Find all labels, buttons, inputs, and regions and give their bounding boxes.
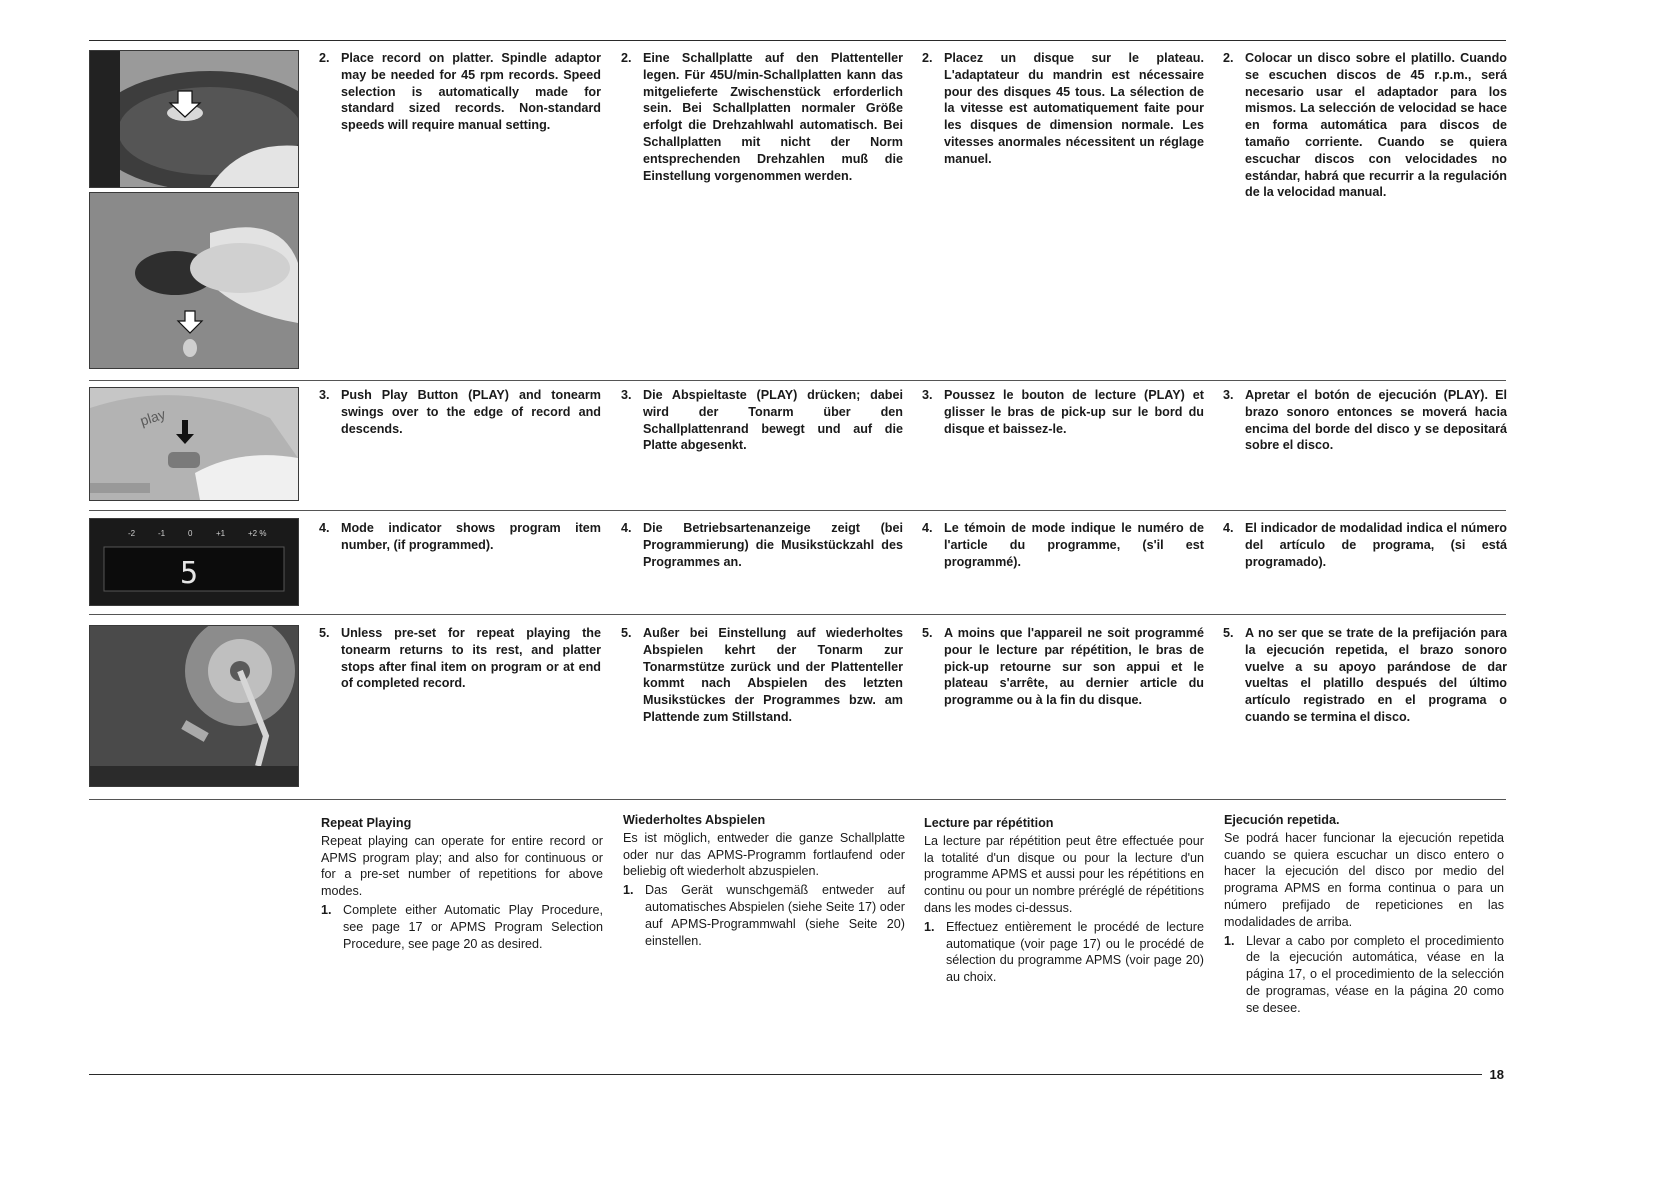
section-text: Es ist möglich, entweder die ganze Schallplatte oder nur das APMS-Programm fortlaufend oder beliebig oft wiederholt abzuspielen. bbox=[623, 830, 905, 879]
scale-tick: +1 bbox=[216, 529, 226, 538]
step-number: 3. bbox=[1223, 388, 1234, 402]
scale-tick: 0 bbox=[188, 529, 193, 538]
step-text: Placez un disque sur le plateau. L'adaptateur du mandrin est nécessaire pour des disques 45 tous. La sélection de la vitesse est automatiquement faite pour les disques de dimension normale. Les vitesses anormales nécessitent un réglage manuel. bbox=[944, 51, 1204, 166]
step-number: 2. bbox=[621, 51, 632, 65]
step-text: El indicador de modalidad indica el número del artículo de programa, (si está programado). bbox=[1245, 521, 1507, 569]
section-text: Repeat playing can operate for entire record or APMS program play; and also for continuous or for a pre-set number of repetitions for above modes. bbox=[321, 833, 603, 899]
step5-en bbox=[319, 625, 601, 692]
step-number: 4. bbox=[922, 521, 933, 535]
section-item bbox=[623, 882, 905, 949]
scale-tick: -2 bbox=[128, 529, 136, 538]
step-number: 3. bbox=[922, 388, 933, 402]
repeat-section-es bbox=[1224, 812, 1504, 1017]
step-number: 2. bbox=[319, 51, 330, 65]
step2-fr bbox=[922, 50, 1204, 168]
step-number: 5. bbox=[621, 626, 632, 640]
step-text: Eine Schallplatte auf den Plattenteller legen. Für 45U/min-Schallplatten kann das mitgelieferte Zwischenstück erforderlich sein. Bei Schallplatten normaler Größe erfolgt die Drehzahlwahl automatisch. Bei Schallplatten mit nicht der Norm entsprechenden Drehzahlen muß die Einstellung vorgenommen werden. bbox=[643, 51, 903, 183]
step3-es bbox=[1223, 387, 1507, 454]
item-number: 1. bbox=[924, 919, 935, 934]
step4-es bbox=[1223, 520, 1507, 570]
step-number: 2. bbox=[922, 51, 933, 65]
section-heading: Repeat Playing bbox=[321, 816, 412, 830]
step4-de bbox=[621, 520, 903, 570]
item-text: Llevar a cabo por completo el procedimiento de la ejecución automática, véase en la página 17, o el procedimiento de la selección de programas, véase en la página 20 como se desee. bbox=[1246, 933, 1504, 1015]
step-text: A no ser que se trate de la prefijación para la ejecución repetida, el brazo sonoro vuelve a su apoyo parándose de dar vueltas el platillo después del último artículo registrado en el programa o cuando se termina el disco. bbox=[1245, 626, 1507, 724]
step-text: Push Play Button (PLAY) and tonearm swings over to the edge of record and descends. bbox=[341, 388, 601, 436]
item-text: Complete either Automatic Play Procedure, see page 17 or APMS Program Selection Procedure, see page 20 as desired. bbox=[343, 902, 603, 951]
item-number: 1. bbox=[623, 883, 634, 898]
item-number: 1. bbox=[1224, 933, 1235, 948]
step3-en bbox=[319, 387, 601, 437]
step-text: A moins que l'appareil ne soit programmé pour le lecture par répétition, le bras de pick-up retourne sur son appui et le plateau s'arrête, au dernier article du programme ou à la fin du disque. bbox=[944, 626, 1204, 708]
item-number: 1. bbox=[321, 902, 332, 917]
page-number: 18 bbox=[1489, 1067, 1504, 1082]
section-heading: Wiederholtes Abspielen bbox=[623, 813, 766, 827]
section-text: Se podrá hacer funcionar la ejecución repetida cuando se quiera escuchar un disco entero o hacer la ejecución del disco por medio del programa APMS en forma continua o para un número prefijado de repeticiones en las modalidades de arriba. bbox=[1224, 830, 1504, 929]
item-text: Effectuez entièrement le procédé de lecture automatique (voir page 17) ou le procédé de sélection du programme APMS (voir page 20) au choix. bbox=[946, 919, 1204, 985]
step-text: Die Abspieltaste (PLAY) drücken; dabei wird der Tonarm über den Schallplattenrand bewegt und auf die Platte abgesenkt. bbox=[643, 388, 903, 453]
step5-es bbox=[1223, 625, 1507, 726]
step-text: Unless pre-set for repeat playing the tonearm returns to its rest, and platter stops after final item on program or at end of completed record. bbox=[341, 626, 601, 691]
divider-repeat bbox=[89, 799, 1506, 800]
step-number: 4. bbox=[1223, 521, 1234, 535]
photo-tonearm-return bbox=[89, 625, 299, 787]
step3-de bbox=[621, 387, 903, 454]
step-text: Außer bei Einstellung auf wiederholtes Abspielen kehrt der Tonarm zur Tonarmstütze zurück und der Plattenteller kommt nach Abspielen des letzten Musikstückes der Programmes bzw. am Plattende zum Stillstand. bbox=[643, 626, 903, 724]
step-text: Mode indicator shows program item number, (if programmed). bbox=[341, 521, 601, 552]
photo-mode-indicator bbox=[89, 518, 299, 606]
scale-tick: -1 bbox=[158, 529, 166, 538]
section-text: La lecture par répétition peut être effectuée pour la totalité d'un disque ou pour la lecture d'un programme APMS et aussi pour les répétitions en continu ou pour un nombre préréglé de répétitions dans les modes ci-dessus. bbox=[924, 833, 1204, 915]
repeat-section-de bbox=[623, 812, 905, 949]
step2-de bbox=[621, 50, 903, 184]
step-number: 5. bbox=[922, 626, 933, 640]
step-text: Poussez le bouton de lecture (PLAY) et glisser le bras de pick-up sur le bord du disque et baissez-le. bbox=[944, 388, 1204, 436]
step-number: 4. bbox=[319, 521, 330, 535]
step-text: Apretar el botón de ejecución (PLAY). El brazo sonoro entonces se moverá hacia encima del borde del disco y se depositará sobre el disco. bbox=[1245, 388, 1507, 453]
top-rule bbox=[89, 40, 1506, 41]
step2-es bbox=[1223, 50, 1507, 201]
repeat-section-fr bbox=[924, 815, 1204, 986]
step-number: 2. bbox=[1223, 51, 1234, 65]
photo-spindle-adaptor bbox=[89, 192, 299, 369]
play-label-in-photo: play bbox=[137, 405, 168, 429]
step-number: 5. bbox=[1223, 626, 1234, 640]
scale-tick: +2 % bbox=[248, 529, 267, 538]
step-number: 3. bbox=[621, 388, 632, 402]
step-number: 3. bbox=[319, 388, 330, 402]
step5-fr bbox=[922, 625, 1204, 709]
section-item bbox=[321, 902, 603, 952]
bottom-rule bbox=[89, 1074, 1482, 1075]
step4-en bbox=[319, 520, 601, 554]
step-number: 4. bbox=[621, 521, 632, 535]
step2-en bbox=[319, 50, 601, 134]
step3-fr bbox=[922, 387, 1204, 437]
item-text: Das Gerät wunschgemäß entweder auf automatisches Abspielen (siehe Seite 17) oder auf APMS-Programmwahl (siehe Seite 20) einstellen. bbox=[645, 883, 905, 948]
divider-step4 bbox=[89, 510, 1506, 511]
step4-fr bbox=[922, 520, 1204, 570]
divider-step3 bbox=[89, 380, 1506, 381]
step-text: Colocar un disco sobre el platillo. Cuando se escuchen discos de 45 r.p.m., será necesario usar el adaptador para los mismos. La selección de velocidad se hace en forma automática para discos de tamaño corriente. Cuando se quiera escuchar discos con velocidades no estándar, habrá que recurrir a la regulación de la velocidad manual. bbox=[1245, 51, 1507, 200]
step-text: Le témoin de mode indique le numéro de l'article du programme, (s'il est programmé). bbox=[944, 521, 1204, 569]
section-heading: Ejecución repetida. bbox=[1224, 813, 1340, 827]
photo-play-button bbox=[89, 387, 299, 501]
step-text: Place record on platter. Spindle adaptor may be needed for 45 rpm records. Speed selection is automatically made for standard sized records. Non-standard speeds will require manual setting. bbox=[341, 51, 601, 133]
mode-display-digit: 5 bbox=[180, 556, 199, 591]
step5-de bbox=[621, 625, 903, 726]
section-item bbox=[924, 919, 1204, 986]
divider-step5 bbox=[89, 614, 1506, 615]
section-item bbox=[1224, 933, 1504, 1017]
step-number: 5. bbox=[319, 626, 330, 640]
step-text: Die Betriebsartenanzeige zeigt (bei Programmierung) die Musikstückzahl des Programmes an. bbox=[643, 521, 903, 569]
section-heading: Lecture par répétition bbox=[924, 816, 1054, 830]
repeat-section-en bbox=[321, 815, 603, 952]
photo-place-record bbox=[89, 50, 299, 188]
